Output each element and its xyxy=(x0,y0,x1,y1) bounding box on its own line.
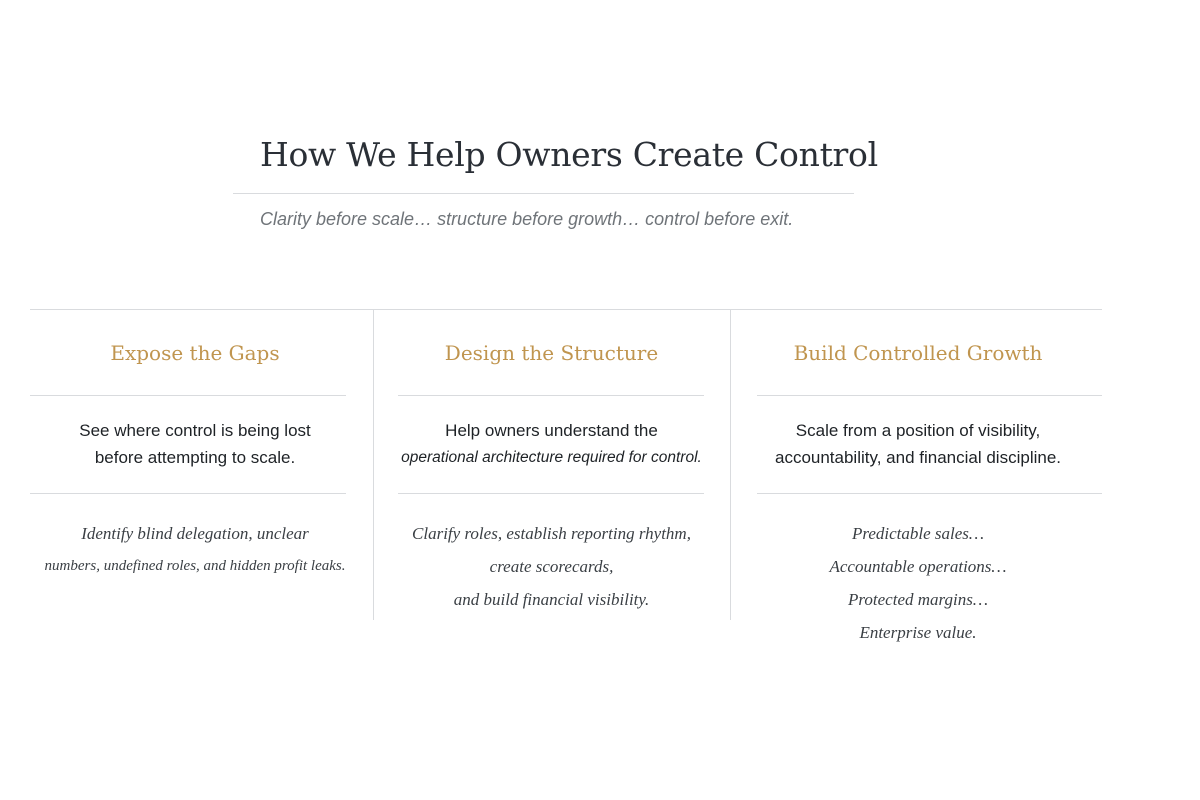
column-summary-line: accountability, and financial discipline. xyxy=(774,448,1062,467)
column-heading: Design the Structure xyxy=(444,341,659,365)
column-heading: Build Controlled Growth xyxy=(793,341,1043,365)
column-detail-line: Clarify roles, establish reporting rhythm, xyxy=(412,524,691,543)
column-summary-line: operational architecture required for control. xyxy=(401,449,702,466)
page-title: How We Help Owners Create Control xyxy=(260,135,878,174)
column-heading: Expose the Gaps xyxy=(110,341,280,365)
column-detail-line: Protected margins… xyxy=(848,590,988,609)
column-summary-divider xyxy=(30,493,346,494)
column-detail-line: Accountable operations… xyxy=(829,557,1007,576)
page-tagline: Clarity before scale… structure before growth… control before exit. xyxy=(260,209,794,229)
column-divider-1 xyxy=(373,310,374,620)
column-summary-line: Scale from a position of visibility, xyxy=(795,421,1041,440)
columns-top-divider xyxy=(30,309,1102,310)
column-summary xyxy=(385,417,718,471)
column-summary-divider xyxy=(757,493,1102,494)
column-detail xyxy=(30,517,360,583)
column-detail xyxy=(742,517,1094,649)
column-heading-divider xyxy=(757,395,1102,396)
title-divider xyxy=(233,193,854,194)
column-detail xyxy=(385,517,718,616)
column-detail-line: numbers, undefined roles, and hidden profit leaks. xyxy=(44,558,346,574)
column-summary xyxy=(742,417,1094,471)
column-summary-line: Help owners understand the xyxy=(445,421,658,440)
column-detail-line: create scorecards, xyxy=(489,557,614,576)
column-detail-line: Enterprise value. xyxy=(859,623,977,642)
column-summary xyxy=(30,417,360,471)
column-heading-divider xyxy=(30,395,346,396)
column-divider-2 xyxy=(730,310,731,620)
column-summary-line: See where control is being lost xyxy=(79,421,311,440)
column-detail-line: and build financial visibility. xyxy=(453,590,650,609)
column-summary-line: before attempting to scale. xyxy=(94,448,296,467)
column-detail-line: Predictable sales… xyxy=(851,524,985,543)
column-heading-divider xyxy=(398,395,704,396)
column-detail-line: Identify blind delegation, unclear xyxy=(81,524,309,543)
column-summary-divider xyxy=(398,493,704,494)
